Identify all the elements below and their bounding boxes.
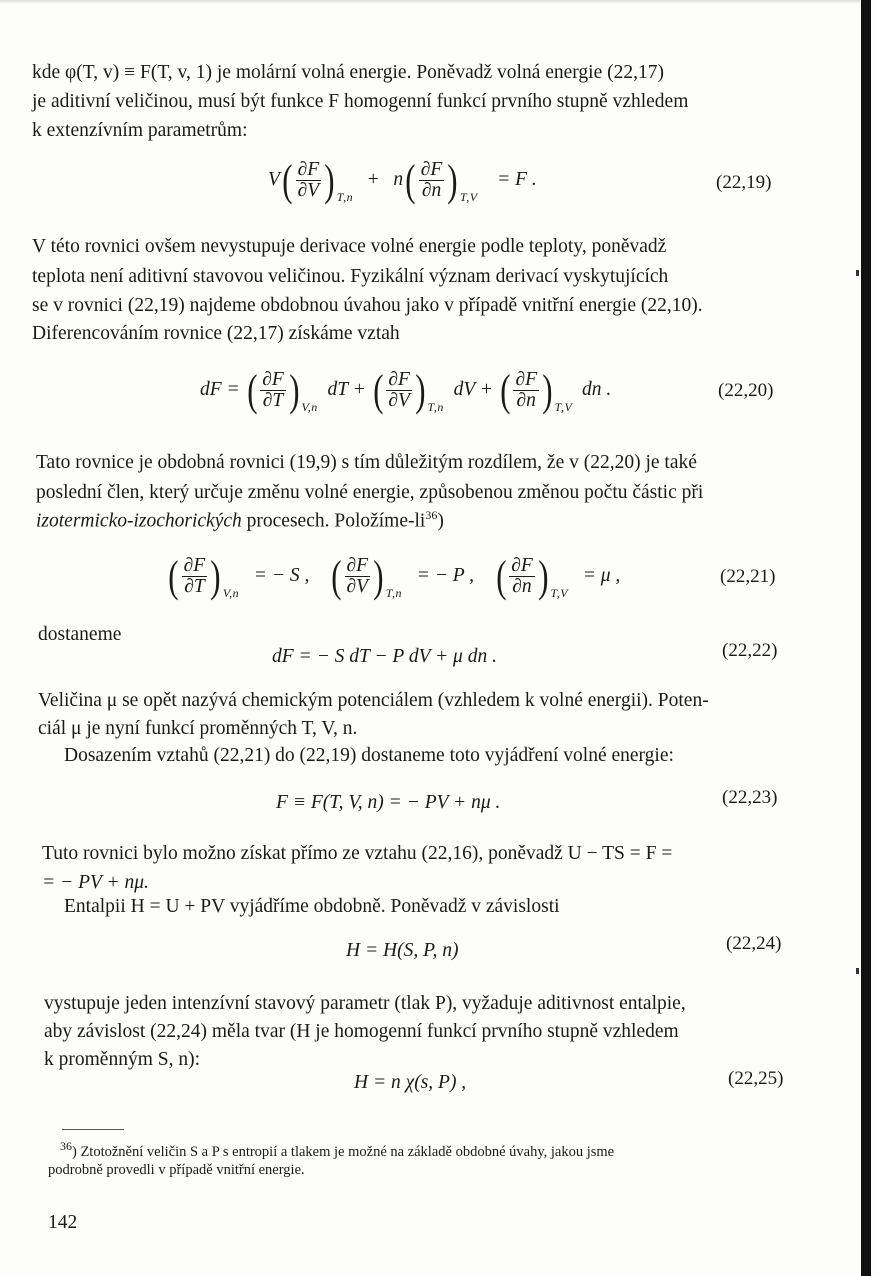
eq-lhs: dF = [200, 378, 240, 400]
partial-fraction: $\frac{\partial F}{\partial n}$ [420, 159, 443, 201]
partial-fraction: $\frac{\partial F}{\partial n}$ [515, 369, 538, 411]
text-line: je aditivní veličinou, musí být funkce F homogenní funkcí prvního stupně vzhledem [32, 91, 689, 112]
text-fragment: procesech. Položíme-li [241, 510, 426, 532]
text-line: = − PV + nμ. [42, 872, 149, 893]
eq-term: dV + [453, 378, 493, 400]
equation-number: (22,23) [722, 787, 778, 808]
eq-subscript: T,V [459, 189, 478, 204]
eq-subscript: V,n [301, 399, 318, 414]
equation-number: (22,22) [722, 640, 778, 661]
eq-term: = μ , [582, 564, 621, 586]
equation-22-25: H = n χ(s, P) , [354, 1072, 467, 1093]
text-fragment: ) [437, 510, 444, 532]
text-line: Diferencováním rovnice (22,17) získáme vztah [32, 323, 400, 344]
partial-fraction: $\frac{\partial F}{\partial V}$ [297, 159, 320, 201]
text-line: dostaneme [38, 624, 122, 645]
text-line: Tato rovnice je obdobná rovnici (19,9) s tím důležitým rozdílem, že v (22,20) je také [36, 452, 697, 473]
equation-22-19: V( $\frac{\partial F}{\partial V}$ ) $_{T,n}$ + n( $\frac{\partial F}{\partial n}$ ) $_{T,V}$ = F . [268, 155, 537, 205]
equation-22-22: dF = − S dT − P dV + μ dn . [272, 646, 497, 667]
footnote-rule [62, 1129, 124, 1130]
text-line: se v rovnici (22,19) najdeme obdobnou úvahou jako v případě vnitřní energie (22,10). [32, 295, 703, 316]
eq-rhs: = F . [497, 168, 537, 190]
eq-subscript: T,n [385, 585, 403, 600]
page-number: 142 [48, 1212, 78, 1233]
scan-edge-bar [861, 0, 871, 1276]
text-line: k proměnným S, n): [44, 1049, 200, 1070]
eq-subscript: T,n [427, 399, 444, 414]
text-line: vystupuje jeden intenzívní stavový parametr (tlak P), vyžaduje aditivnost entalpie, [44, 993, 686, 1014]
scan-top-shade [0, 0, 860, 4]
eq-symbol: V [268, 168, 280, 190]
footnote-text: ) Ztotožnění veličin S a P s entropií a tlakem je možné na základě obdobné úvahy, jakou jsme [72, 1143, 615, 1160]
footnote-ref: 36 [425, 508, 438, 522]
equation-number: (22,21) [720, 566, 776, 587]
eq-term: dT + [327, 378, 366, 400]
eq-term: = − S , [253, 564, 310, 586]
partial-fraction: $\frac{\partial F}{\partial T}$ [262, 369, 284, 411]
partial-fraction: $\frac{\partial F}{\partial n}$ [511, 555, 533, 597]
equation-22-24: H = H(S, P, n) [346, 940, 459, 961]
text-line: poslední člen, který určuje změnu volné energie, způsobenou změnou počtu částic při [36, 482, 704, 503]
eq-subscript: T,V [550, 585, 569, 600]
text-line: kde φ(T, v) ≡ F(T, v, 1) je molární volná energie. Poněvadž volná energie (22,17) [32, 62, 664, 83]
eq-term: dn . [582, 378, 612, 400]
footnote-mark: 36 [60, 1139, 72, 1153]
text-line: ciál μ je nyní funkcí proměnných T, V, n. [38, 718, 358, 739]
eq-term: = − P , [416, 564, 475, 586]
equation-22-20: dF = ( $\frac{\partial F}{\partial T}$ ) $_{V,n}$ dT + ( $\frac{\partial F}{\partial V}$ ) $_{T,n}$ dV + ( $\frac{\partial F}{\partial n}$ ) $_{T,V}$ dn . [200, 365, 612, 415]
equation-22-21: ( $\frac{\partial F}{\partial T}$ ) $_{V,n}$ = − S , ( $\frac{\partial F}{\partial V}$ ) $_{T,n}$ = − P , ( $\frac{\partial F}{\partial n}$ ) $_{T,V}$ = μ , [168, 551, 621, 601]
text-line: V této rovnici ovšem nevystupuje derivace volné energie podle teploty, poněvadž [32, 236, 667, 257]
equation-22-23: F ≡ F(T, V, n) = − PV + nμ . [276, 792, 501, 813]
equation-number: (22,25) [728, 1068, 784, 1089]
eq-symbol: n [393, 168, 404, 190]
scan-edge-mark [856, 968, 859, 974]
text-line: Veličina μ se opět nazývá chemickým potenciálem (vzhledem k volné energii). Poten- [38, 690, 709, 711]
equation-number: (22,24) [726, 933, 782, 954]
text-line: k extenzívním parametrům: [32, 120, 248, 141]
eq-subscript: T,n [336, 189, 354, 204]
eq-subscript: V,n [222, 585, 240, 600]
equation-number: (22,20) [718, 380, 774, 401]
scan-edge-mark [856, 270, 859, 276]
eq-subscript: T,V [554, 399, 573, 414]
partial-fraction: $\frac{\partial F}{\partial V}$ [388, 369, 410, 411]
equation-number: (22,19) [716, 172, 772, 193]
text-line: aby závislost (22,24) měla tvar (H je homogenní funkcí prvního stupně vzhledem [44, 1021, 679, 1042]
text-line [36, 508, 444, 533]
text-line: Entalpii H = U + PV vyjádříme obdobně. Poněvadž v závislosti [64, 896, 560, 917]
text-line: teplota není aditivní stavovou veličinou. Fyzikální význam derivací vyskytujících [32, 266, 669, 287]
footnote-line: podrobně provedli v případě vnitřní energie. [48, 1162, 305, 1178]
partial-fraction: $\frac{\partial F}{\partial V}$ [346, 555, 369, 597]
text-line: Dosazením vztahů (22,21) do (22,19) dostaneme toto vyjádření volné energie: [64, 745, 674, 766]
italic-term: izotermicko-izochorických [36, 510, 242, 532]
text-line: Tuto rovnici bylo možno získat přímo ze vztahu (22,16), poněvadž U − TS = F = [42, 843, 673, 864]
eq-operator: + [367, 168, 379, 190]
partial-fraction: $\frac{\partial F}{\partial T}$ [183, 555, 206, 597]
